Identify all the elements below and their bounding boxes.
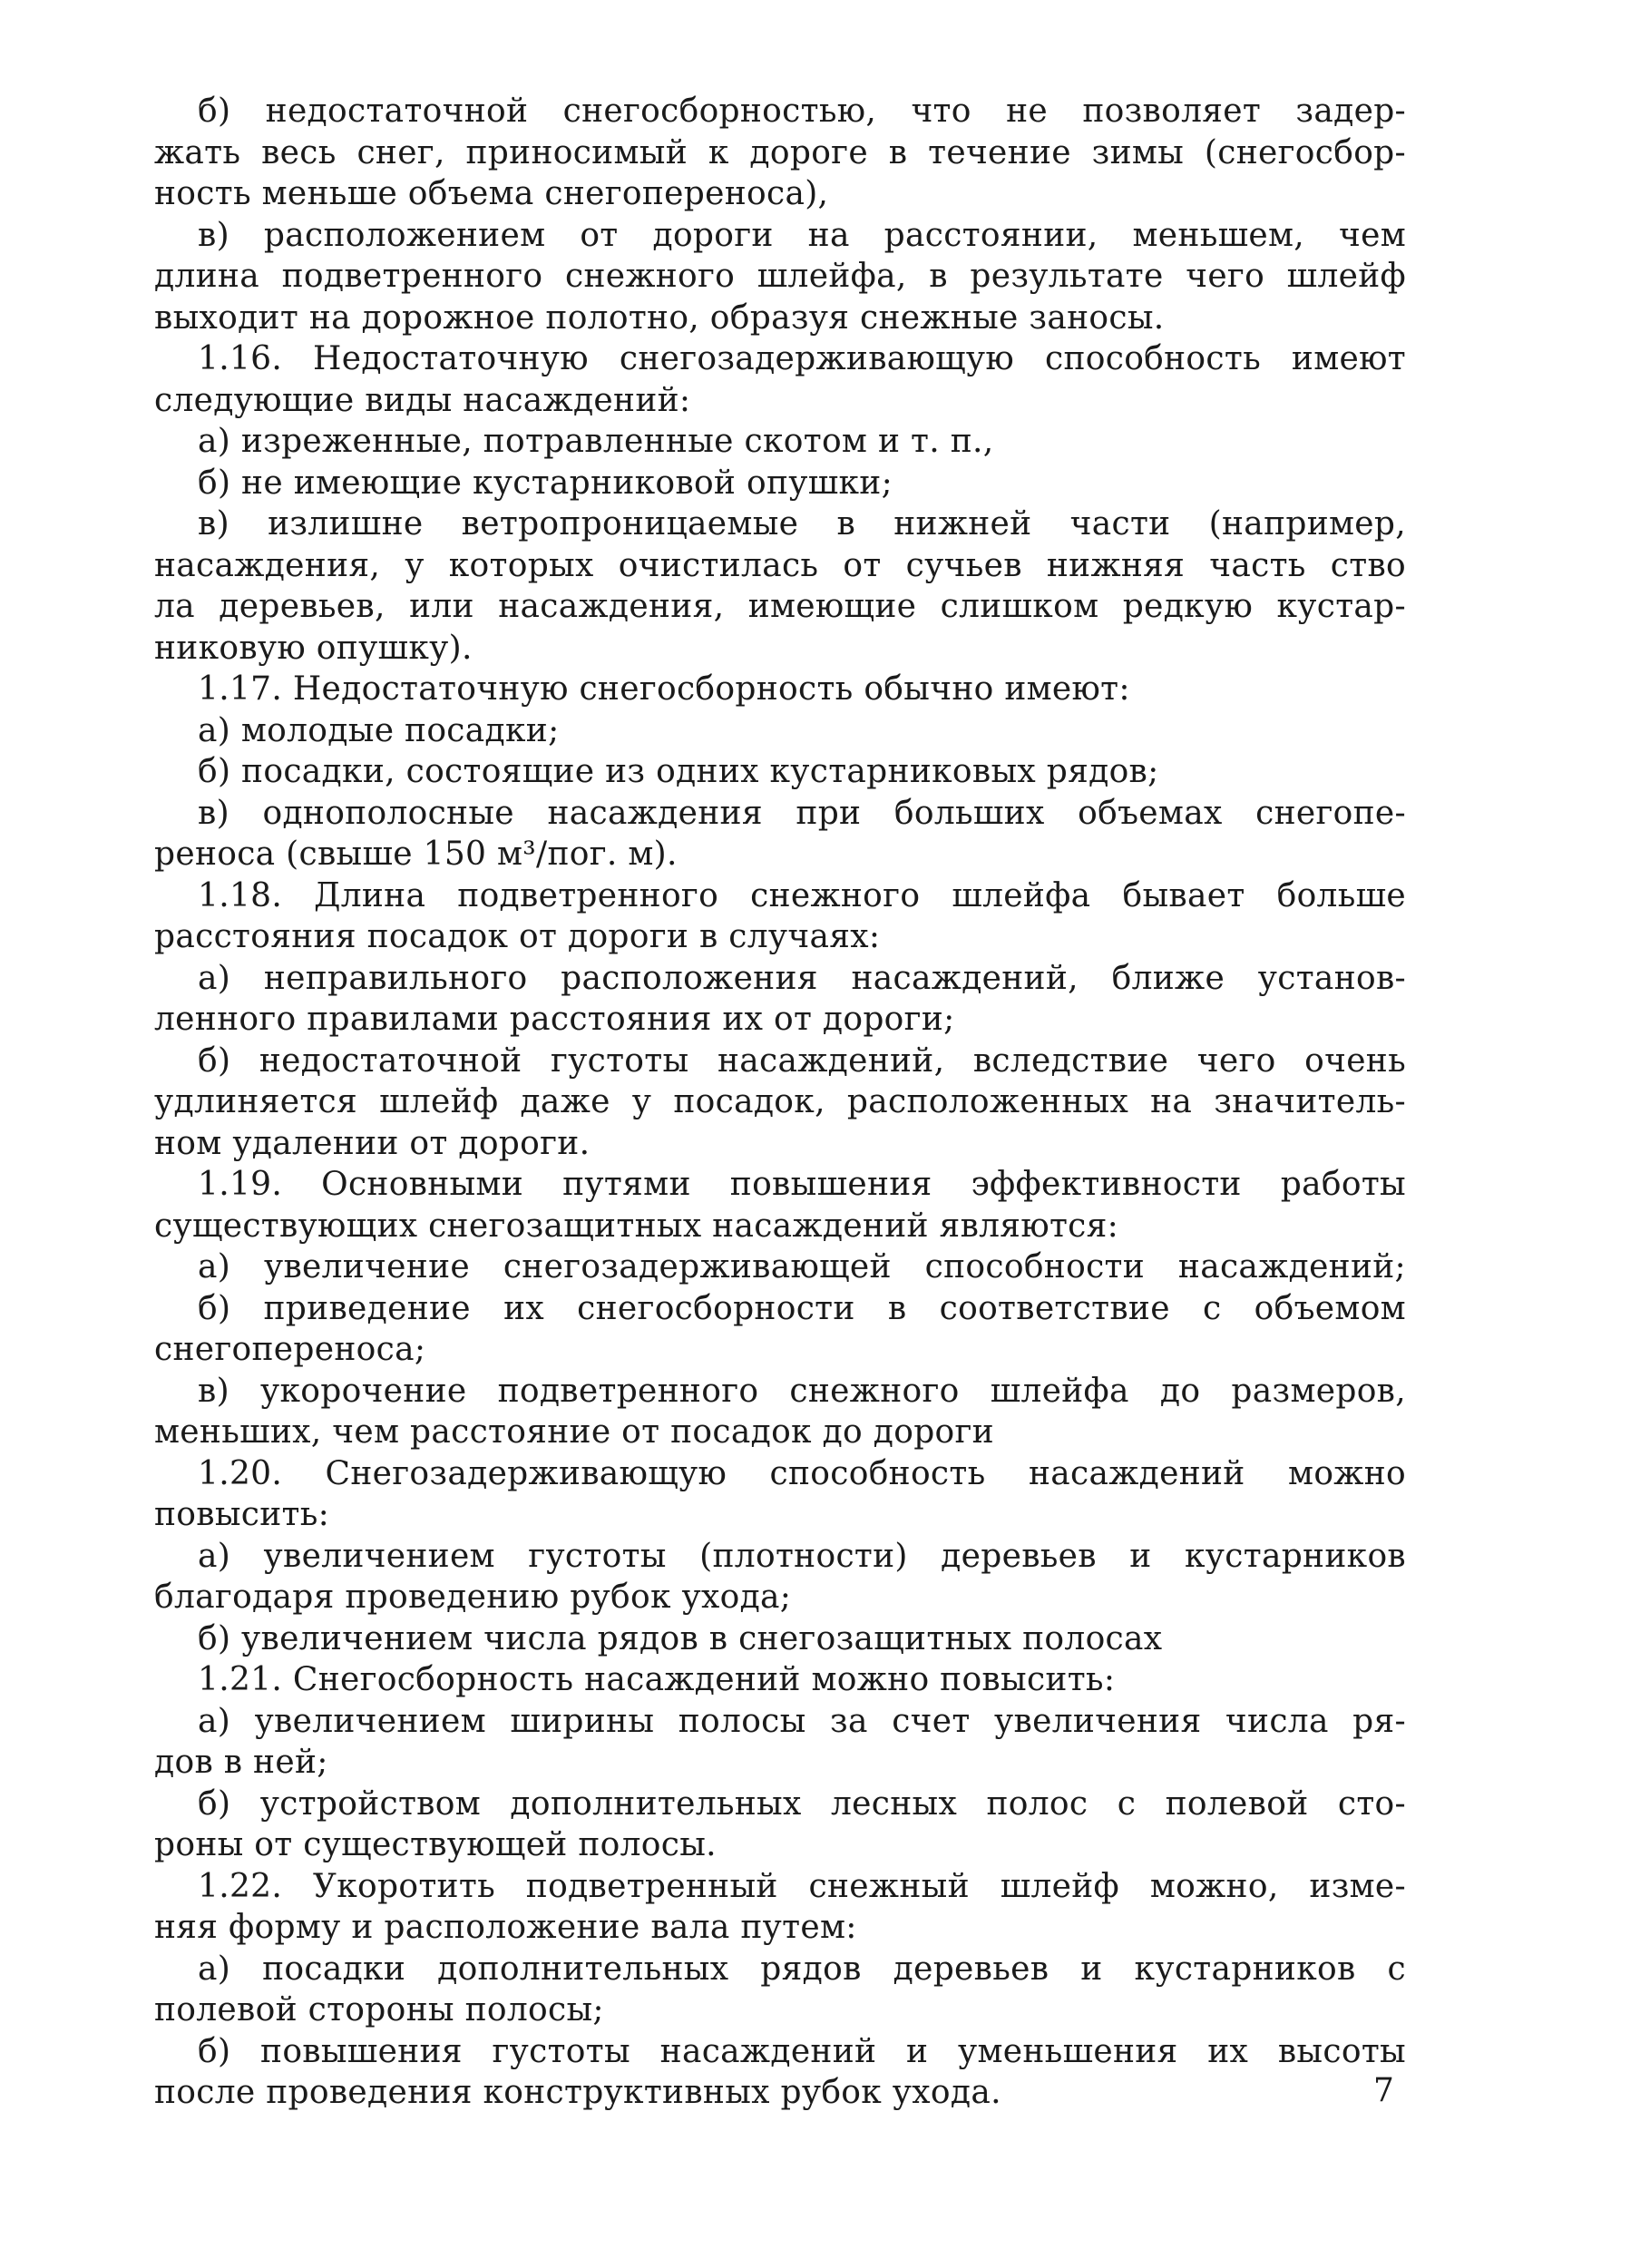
text-line: в) укорочение подветренного снежного шлейфа до размеров, [198, 1372, 1406, 1410]
text-line: существующих снегозащитных насаждений являются: [154, 1207, 1119, 1245]
text-line: а) изреженные, потравленные скотом и т. п., [198, 423, 994, 460]
text-line: после проведения конструктивных рубок ухода. [154, 2074, 1001, 2111]
text-line: меньших, чем расстояние от посадок до дороги [154, 1413, 994, 1451]
text-line: ленного правилами расстояния их от дороги; [154, 1001, 955, 1038]
text-line: в) расположением от дороги на расстоянии, меньшем, чем [198, 216, 1406, 254]
text-line: б) не имеющие кустарниковой опушки; [198, 464, 893, 502]
text-line: няя форму и расположение вала путем: [154, 1909, 857, 1946]
text-line: снегопереноса; [154, 1331, 426, 1368]
text-line: роны от существующей полосы. [154, 1826, 717, 1863]
text-line: б) недостаточной густоты насаждений, вследствие чего очень [198, 1041, 1406, 1080]
text-line: 1.19. Основными путями повышения эффективности работы [198, 1166, 1406, 1203]
text-line: б) приведение их снегосборности в соответствие с объемом [198, 1289, 1406, 1327]
text-line: полевой стороны полосы; [154, 1991, 604, 2028]
text-line: 1.18. Длина подветренного снежного шлейфа бывает больше [198, 876, 1406, 914]
text-line: следующие виды насаждений: [154, 381, 691, 419]
text-line: удлиняется шлейф даже у посадок, расположенных на значитель- [154, 1083, 1406, 1120]
text-line: в) излишне ветропроницаемые в нижней части (например, [198, 505, 1406, 543]
text-line: повысить: [154, 1496, 330, 1533]
text-line: 1.20. Снегозадерживающую способность насаждений можно [198, 1454, 1406, 1492]
text-line: 1.17. Недостаточную снегосборность обычно имеют: [198, 670, 1130, 708]
text-line: ность меньше объема снегопереноса), [154, 175, 829, 212]
text-line: дов в ней; [154, 1744, 328, 1781]
text-line: длина подветренного снежного шлейфа, в результате чего шлейф [154, 258, 1406, 295]
text-line: выходит на дорожное полотно, образуя снежные заносы. [154, 298, 1165, 337]
text-line: а) увеличением густоты (плотности) деревьев и кустарников [198, 1537, 1406, 1575]
text-line: 1.22. Укоротить подветренный снежный шлейф можно, изме- [198, 1867, 1406, 1905]
text-line: жать весь снег, приносимый к дороге в течение зимы (снегосбор- [154, 133, 1406, 171]
text-line: б) повышения густоты насаждений и уменьшения их высоты [198, 2032, 1406, 2070]
text-line: в) однополосные насаждения при больших объемах снегопе- [198, 794, 1406, 832]
text-line: б) недостаточной снегосборностью, что не позволяет задер- [198, 93, 1406, 130]
text-line: благодаря проведению рубок ухода; [154, 1579, 792, 1616]
text-line: а) увеличение снегозадерживающей способности насаждений; [198, 1248, 1406, 1286]
text-line: б) увеличением числа рядов в снегозащитных полосах [198, 1619, 1163, 1657]
text-line: б) устройством дополнительных лесных полос с полевой сто- [198, 1784, 1406, 1823]
page-number: 7 [1373, 2072, 1394, 2109]
text-line: а) увеличением ширины полосы за счет увеличения числа ря- [198, 1702, 1406, 1740]
text-line: расстояния посадок от дороги в случаях: [154, 918, 881, 955]
page-body [154, 91, 1406, 2114]
text-line: 1.16. Недостаточную снегозадерживающую способность имеют [198, 340, 1406, 377]
text-line: никовую опушку). [154, 629, 473, 667]
text-line: а) молодые посадки; [198, 711, 560, 749]
text-line: насаждения, у которых очистилась от сучьев нижняя часть ство [154, 546, 1406, 584]
text-line: ла деревьев, или насаждения, имеющие слишком редкую кустар- [154, 588, 1406, 625]
text-line: а) посадки дополнительных рядов деревьев и кустарников с [198, 1950, 1406, 1988]
text-line: ном удалении от дороги. [154, 1124, 591, 1162]
text-line: а) неправильного расположения насаждений, ближе установ- [198, 959, 1406, 997]
text-line: реноса (свыше 150 м³/пог. м). [154, 836, 678, 873]
text-line: 1.21. Снегосборность насаждений можно повысить: [198, 1661, 1116, 1698]
text-line: б) посадки, состоящие из одних кустарниковых рядов; [198, 753, 1159, 790]
